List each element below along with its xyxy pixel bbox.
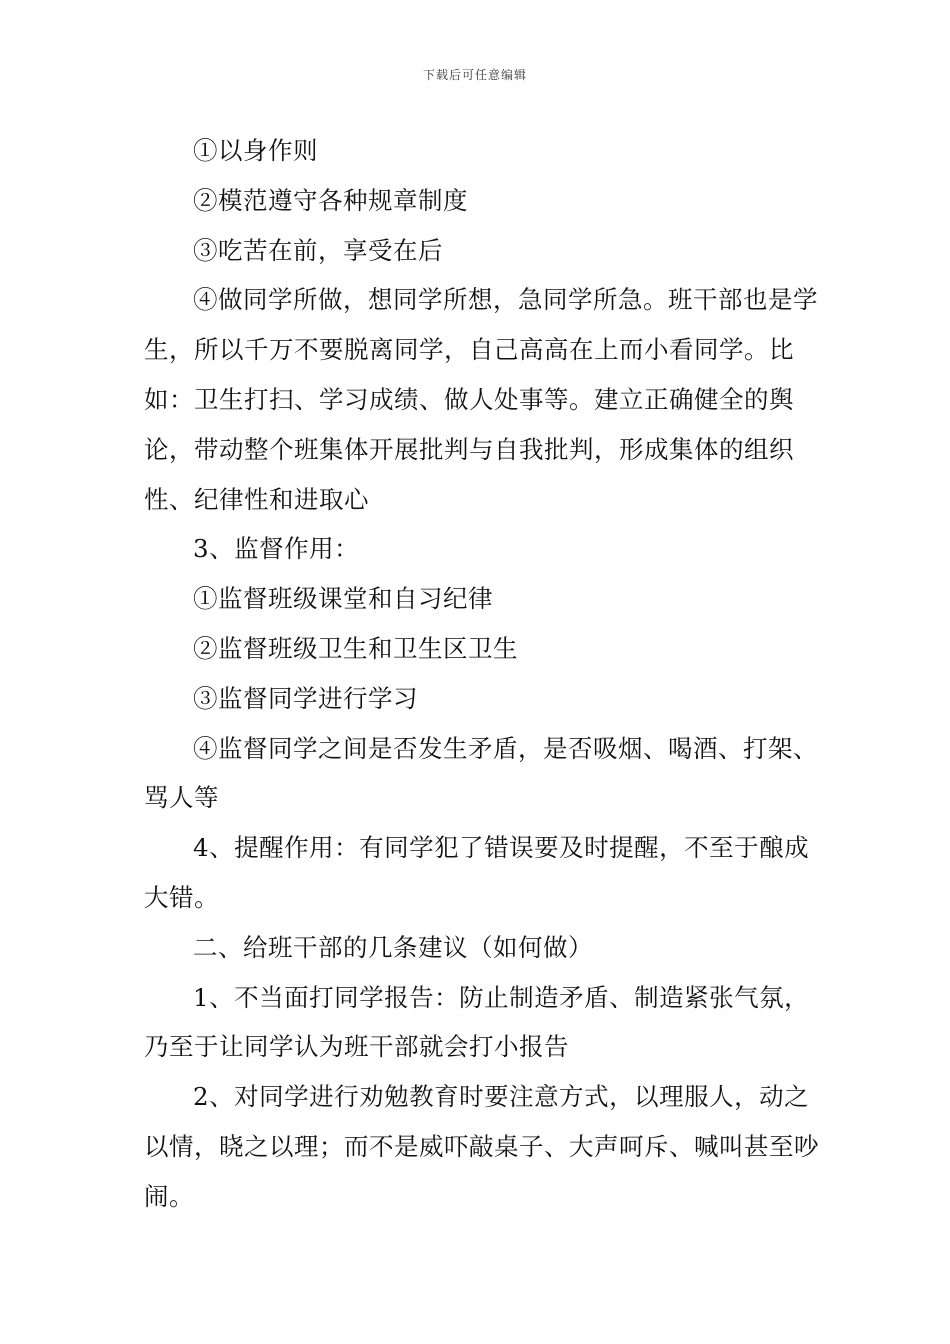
- paragraph-7: ②监督班级卫生和卫生区卫生: [193, 633, 518, 663]
- paragraph-12: 1、不当面打同学报告：防止制造矛盾、制造紧张气氛，乃至于让同学认为班干部就会打小报告: [144, 982, 810, 1062]
- document-body: [144, 126, 824, 1222]
- paragraph-5: 3、监督作用：: [193, 534, 360, 564]
- paragraph-1: ①以身作则: [193, 136, 318, 165]
- paragraph-13: 2、对同学进行劝勉教育时要注意方式，以理服人，动之以情，晓之以理；而不是威吓敲桌子、大声呵斥、喊叫甚至吵闹。: [144, 1082, 819, 1211]
- paragraph-10: 4、提醒作用：有同学犯了错误要及时提醒，不至于酿成大错。: [144, 833, 810, 912]
- paragraph-2: ②模范遵守各种规章制度: [193, 185, 468, 215]
- paragraph-8: ③监督同学进行学习: [193, 683, 418, 713]
- paragraph-9: ④监督同学之间是否发生矛盾，是否吸烟、喝酒、打架、骂人等: [144, 733, 818, 813]
- paragraph-4: ④做同学所做，想同学所想，急同学所急。班干部也是学生，所以千万不要脱离同学，自己高高在上而小看同学。比如：卫生打扫、学习成绩、做人处事等。建立正确健全的舆论，带动整个班集体开展批判与自我批判，形成集体的组织性、纪律性和进取心: [144, 285, 818, 514]
- paragraph-6: ①监督班级课堂和自习纪律: [193, 584, 493, 614]
- paragraph-3: ③吃苦在前，享受在后: [193, 235, 443, 265]
- page-header: 下载后可任意编辑: [422, 68, 527, 82]
- paragraph-11: 二、给班干部的几条建议（如何做）: [193, 932, 593, 962]
